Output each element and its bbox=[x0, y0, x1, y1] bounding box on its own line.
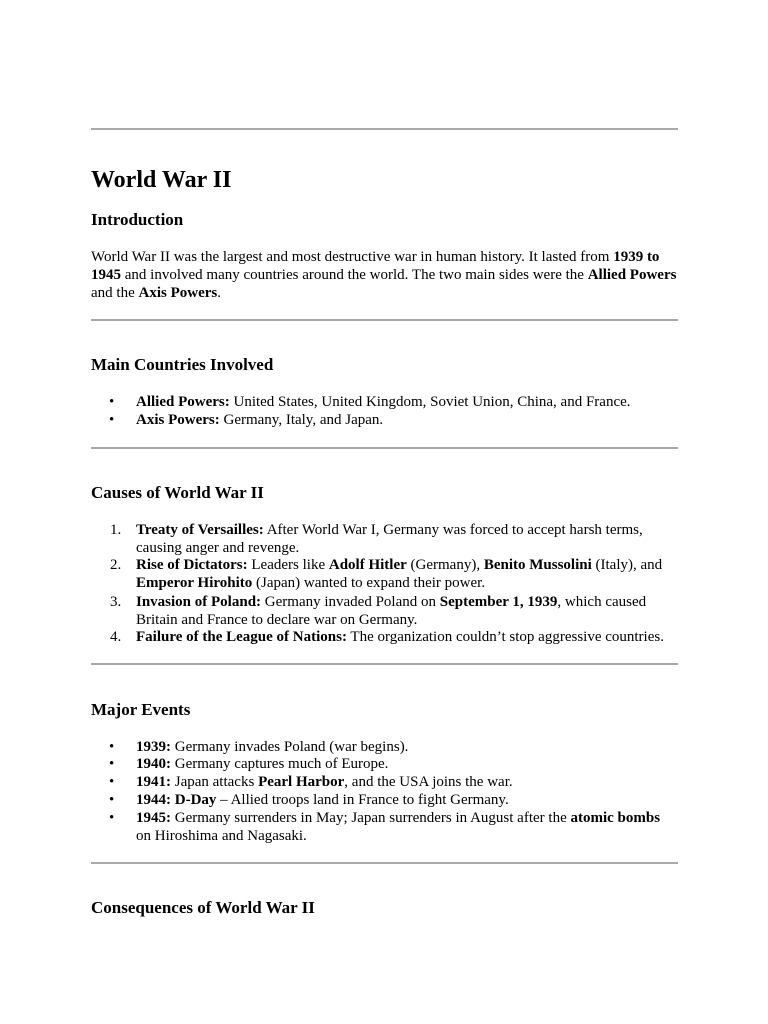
list-number: 1. bbox=[110, 522, 122, 538]
bullet: • bbox=[109, 739, 115, 755]
list-item: • 1939: Germany invades Poland (war begins). bbox=[109, 739, 409, 755]
list-item: • 1941: Japan attacks Pearl Harbor, and the USA joins the war. bbox=[109, 774, 513, 790]
events-heading: Major Events bbox=[91, 700, 191, 719]
consequences-heading: Consequences of World War II bbox=[91, 898, 315, 917]
list-item: • 1940: Germany captures much of Europe. bbox=[109, 756, 389, 772]
horizontal-rule bbox=[91, 128, 678, 130]
list-item: • 1944: D-Day – Allied troops land in France to fight Germany. bbox=[109, 792, 509, 808]
horizontal-rule bbox=[91, 319, 678, 321]
list-item: • Axis Powers: Germany, Italy, and Japan. bbox=[109, 412, 384, 428]
horizontal-rule bbox=[91, 447, 678, 449]
list-item: • Allied Powers: United States, United Kingdom, Soviet Union, China, and France. bbox=[109, 394, 631, 410]
page-title: World War II bbox=[91, 167, 232, 193]
causes-heading: Causes of World War II bbox=[91, 483, 264, 502]
bullet: • bbox=[109, 774, 115, 790]
list-item: 1. Treaty of Versailles: After World War I, Germany was forced to accept harsh terms, causing anger and revenge. bbox=[110, 522, 643, 556]
bullet: • bbox=[109, 756, 115, 772]
bullet: • bbox=[109, 412, 115, 428]
horizontal-rule bbox=[91, 663, 678, 665]
countries-heading: Main Countries Involved bbox=[91, 355, 274, 374]
list-number: 4. bbox=[110, 629, 122, 645]
list-item: • 1945: Germany surrenders in May; Japan surrenders in August after the atomic bombs on Hiroshima and Nagasaki. bbox=[109, 810, 661, 844]
list-item: 4. Failure of the League of Nations: The organization couldn’t stop aggressive countries. bbox=[110, 629, 664, 645]
list-number: 2. bbox=[110, 557, 122, 573]
list-item: 3. Invasion of Poland: Germany invaded Poland on September 1, 1939, which caused Britain and France to declare war on Germany. bbox=[110, 594, 647, 628]
list-item: 2. Rise of Dictators: Leaders like Adolf Hitler (Germany), Benito Mussolini (Italy), and Emperor Hirohito (Japan) wanted to expand their power. bbox=[110, 557, 663, 591]
bullet: • bbox=[109, 792, 115, 808]
horizontal-rule bbox=[91, 862, 678, 864]
intro-heading: Introduction bbox=[91, 210, 184, 229]
bullet: • bbox=[109, 810, 115, 826]
list-number: 3. bbox=[110, 594, 122, 610]
intro-paragraph: World War II was the largest and most destructive war in human history. It lasted from 1939 to 1945 and involved many countries around the world. The two main sides were the Allied Powers and the Axis Powers. bbox=[91, 249, 677, 301]
bullet: • bbox=[109, 394, 115, 410]
